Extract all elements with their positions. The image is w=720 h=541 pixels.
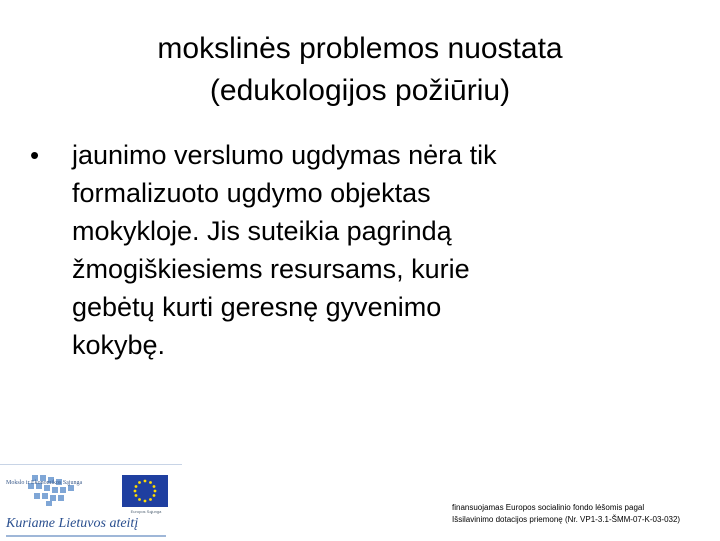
bullet-line-6: kokybę. [72,330,166,360]
bullet-line-5: gebėtų kurti geresnę gyvenimo [72,292,442,322]
bullet-line-2: formalizuoto ugdymo objektas [72,178,431,208]
footer-logo [0,464,182,541]
eu-flag-icon [122,475,168,507]
funding-note-line-2: Išsilavinimo dotacijos priemonę (Nr. VP1-3.1-ŠMM-07-K-03-032) [452,515,681,524]
slide-title [60,28,660,112]
slide-title-line-2: (edukologijos požiūriu) [209,74,511,107]
bullet-marker: • [30,140,40,170]
eu-caption: Europos Sąjunga [130,509,162,514]
bullet-line-4: žmogiškiesiems resursams, kurie [72,254,470,284]
bullet-text [72,136,692,364]
funding-note [452,502,714,526]
slide-title-line-1: mokslinės problemos nuostata [157,32,563,65]
logo-slogan: Kuriame Lietuvos ateitį [6,516,139,531]
bullet-line-3: mokykloje. Jis suteikia pagrindą [72,216,452,246]
bullet-line-1: jaunimo verslumo ugdymas nėra tik [72,140,497,170]
logo-underline [6,535,166,537]
org-name: Mokslo ir Ekonomikos Sąjunga [6,480,83,486]
funding-note-line-1: finansuojamas Europos socialinio fondo lėšomis pagal [452,503,645,512]
